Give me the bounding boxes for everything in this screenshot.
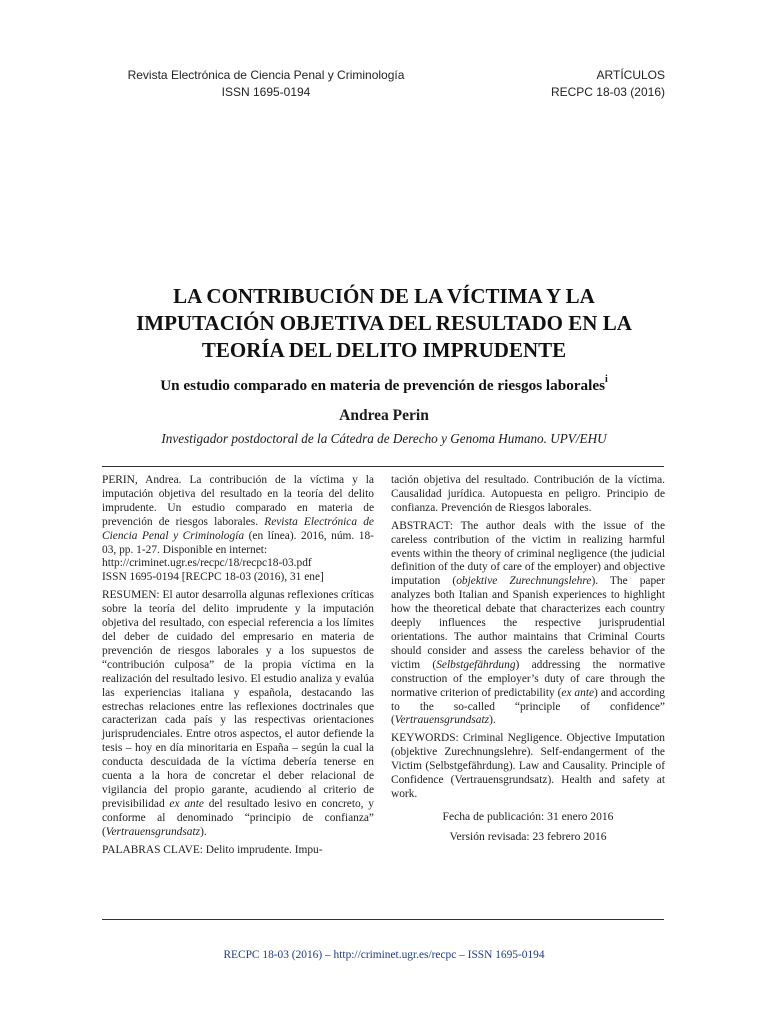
palabras-clave-continued: tación objetiva del resultado. Contribución de la víctima. Causalidad jurídica. Autopuesta en peligro. Principio de confianza. Prevención de Riesgos laborales. xyxy=(391,474,665,514)
abstract-objektive: objektive Zurechnungslehre xyxy=(456,575,592,588)
page-footer[interactable]: RECPC 18-03 (2016) – http://criminet.ugr.es/recpc – ISSN 1695-0194 xyxy=(223,949,545,961)
revision-date: Versión revisada: 23 febrero 2016 xyxy=(449,829,607,843)
author-affiliation: Investigador postdoctoral de la Cátedra de Derecho y Genoma Humano. UPV/EHU xyxy=(161,431,607,446)
author-name: Andrea Perin xyxy=(339,407,429,424)
resumen-text-2: del resultado lesivo en concreto, y conforme al denominado “principio de confianza” ( xyxy=(102,797,374,838)
abstract-text-1: ABSTRACT: The author deals with the issue of the careless contribution of the victim in realizing harmful events within the theory of criminal negligence (the judicial definition of the duty of care of the employer) and objective imputation ( xyxy=(391,519,665,588)
journal-name: Revista Electrónica de Ciencia Penal y Criminología xyxy=(127,68,405,82)
abstract-selbst: Selbstgefährdung xyxy=(436,658,516,671)
resumen-ex-ante: ex ante xyxy=(169,797,204,810)
subtitle-footnote-marker[interactable]: i xyxy=(605,374,608,385)
citation-journal: Revista Electrónica de Ciencia Penal y Criminología xyxy=(102,515,374,542)
running-header-left xyxy=(111,67,421,101)
title-line-3: TEORÍA DEL DELITO IMPRUDENTE xyxy=(201,338,567,362)
abstract-ex-ante: ex ante xyxy=(561,686,595,699)
palabras-clave-start: PALABRAS CLAVE: Delito imprudente. Impu- xyxy=(102,843,323,856)
top-divider xyxy=(102,466,664,467)
resumen-paragraph xyxy=(102,589,374,839)
abstract-vertrauensgrundsatz: Vertrauensgrundsatz xyxy=(394,714,490,727)
section-label: ARTÍCULOS xyxy=(596,68,665,82)
resumen-text-1: RESUMEN: El autor desarrolla algunas reflexiones críticas sobre la teoría del delito imprudente y la imputación objetiva del resultado, con especial referencia a los límites del deber de cuidado del empresario en materia de prevención de riesgos laborales y a los supuestos de “contribución culposa” de la propia víctima en la realización del resultado lesivo. El estudio analiza y evalúa las experiencias italiana y española, destacando las estrechas relaciones entre las reflexiones doctrinales que caracterizan cada país y las respectivas orientaciones jurisprudenciales. Entre otros aspectos, el autor defiende la tesis – hoy en día minoritaria en España – según la cual la conducta descuidada de la víctima debería tenerse en cuenta a la hora de concretar el deber relacional de vigilancia del propio garante, acudiendo al criterio de previsibilidad xyxy=(102,589,374,810)
abstract-paragraph xyxy=(391,520,665,729)
citation-text-2: (en línea). 2016, núm. 18-03, pp. 1-27. Disponible en internet: xyxy=(102,529,374,556)
citation-issn: ISSN 1695-0194 [RECPC 18-03 (2016), 31 ene] xyxy=(102,571,324,584)
resumen-text-3: ). xyxy=(200,825,207,838)
abstract-text-4: ) and according to the so-called “principle of confidence” ( xyxy=(391,686,666,727)
citation-text-1: PERIN, Andrea. La contribución de la víctima y la imputación objetiva del resultado en la teoría del delito imprudente. Un estudio comparado en materia de prevención de riesgos laborales. xyxy=(102,474,374,528)
abstract-text-3: ) addressing the normative construction of the employer’s duty of care through the normative criterion of predictability ( xyxy=(391,658,665,699)
keywords-paragraph: KEYWORDS: Criminal Negligence. Objective Imputation (objektive Zurechnungslehre). Self-endangerment of the Victim (Selbstgefährdung). Law and Causality. Principle of Confidence (Vertrauensgrundsatz). Health and safety at work. xyxy=(391,732,665,800)
left-column xyxy=(102,474,374,857)
publication-dates xyxy=(391,810,665,844)
citation-block xyxy=(102,474,374,585)
citation-url[interactable]: http://criminet.ugr.es/recpc/18/recpc18-03.pdf xyxy=(102,557,312,570)
article-ref: RECPC 18-03 (2016) xyxy=(550,85,665,99)
bottom-divider xyxy=(102,919,664,920)
title-line-1: LA CONTRIBUCIÓN DE LA VÍCTIMA Y LA xyxy=(173,284,595,308)
running-header-right xyxy=(520,67,665,101)
subtitle-text: Un estudio comparado en materia de prevención de riesgos laborales xyxy=(160,377,605,395)
article-subtitle xyxy=(100,372,668,396)
publication-date: Fecha de publicación: 31 enero 2016 xyxy=(442,809,614,823)
resumen-vertrauensgrundsatz: Vertrauensgrundsatz xyxy=(105,825,201,838)
article-title xyxy=(100,283,668,364)
title-line-2: IMPUTACIÓN OBJETIVA DEL RESULTADO EN LA xyxy=(136,311,632,335)
abstract-text-5: ). xyxy=(489,714,496,727)
abstract-text-2: ). The paper analyzes both Italian and Spanish experiences to highlight how the theoretical debate that characterizes each country deeply influences the respective jurisprudential orientations. The author maintains that Criminal Courts should consider and assess the careless behavior of the victim ( xyxy=(391,575,666,671)
right-column xyxy=(391,474,665,850)
journal-issn: ISSN 1695-0194 xyxy=(221,85,311,99)
